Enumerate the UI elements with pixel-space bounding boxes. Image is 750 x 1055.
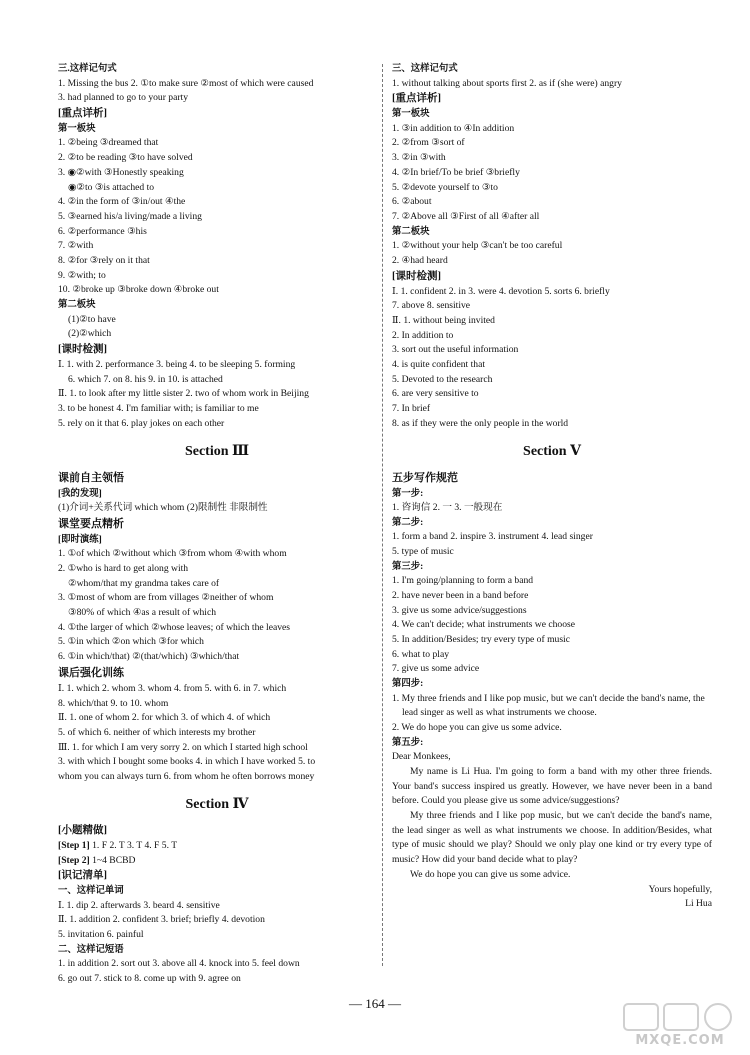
preview-heading: 课前自主领悟 (58, 471, 124, 484)
answer-line: 7. ②with (58, 240, 94, 252)
answer-line: 9. ②with; to (58, 269, 106, 281)
step-one-line (58, 839, 376, 854)
block-two-heading: 第二板块 (392, 226, 430, 237)
answer-line: Ⅲ. 1. for which I am very sorry 2. on which I started high school (58, 741, 308, 753)
answer-line: 7. give us some advice (392, 663, 480, 675)
step-heading: 第四步: (392, 679, 424, 690)
answer-line: whom you can always turn 6. from whom he often borrows money (58, 771, 315, 783)
answer-line: 5. ③earned his/a living/made a living (58, 210, 202, 222)
answer-line: 5. rely on it that 6. play jokes on each other (58, 417, 225, 429)
answer-line: 7. above 8. sensitive (392, 300, 471, 312)
answer-line: 3. had planned to go to your party (58, 92, 189, 104)
answer-line: 6. what to play (392, 648, 450, 660)
practice-label: [即时演练] (58, 534, 102, 545)
answer-line: 6. go out 7. stick to 8. come up with 9. agree on (58, 973, 241, 985)
answer-line: 2. ②to be reading ③to have solved (58, 152, 193, 164)
answer-line: (2)②which (68, 328, 112, 340)
answer-line: 7. ②Above all ③First of all ④after all (392, 210, 540, 222)
words-heading: 一、这样记单词 (58, 886, 124, 897)
answer-line: Ⅱ. 1. to look after my little sister 2. two of whom work in Beijing (58, 388, 309, 400)
step-two-line (58, 854, 376, 869)
step-heading: 第二步: (392, 517, 424, 528)
answer-line: 5. invitation 6. painful (58, 929, 144, 941)
answer-line: 5. ②devote yourself to ③to (392, 181, 498, 193)
answer-line: 5. Devoted to the research (392, 373, 493, 385)
answer-line: 8. ②for ③rely on it that (58, 255, 150, 267)
answer-line: 4. is quite confident that (392, 359, 485, 371)
block-two-heading: 第二板块 (58, 300, 96, 311)
answer-line: 1. form a band 2. inspire 3. instrument 4. lead singer (392, 531, 593, 543)
answer-text: 1~4 BCBD (89, 854, 136, 866)
right-column (392, 62, 712, 912)
lesson-test-heading: [课时检测] (392, 270, 441, 282)
step-heading: 第一步: (392, 488, 424, 499)
answer-line: 3. ①most of whom are from villages ②neither of whom (58, 592, 274, 604)
answer-line: 1. I'm going/planning to form a band (392, 575, 534, 587)
answer-line: 6. ①in which/that) ②(that/which) ③which/that (58, 651, 240, 663)
answer-line: 3. to be honest 4. I'm familiar with; is familiar to me (58, 403, 259, 415)
answer-line: 3. ◉②with ③Honestly speaking (58, 166, 184, 178)
answer-line: 5. ①in which ②on which ③for which (58, 636, 204, 648)
answer-line: 8. which/that 9. to 10. whom (58, 697, 169, 709)
watermark-text: MXQE.COM (635, 1033, 725, 1048)
answer-line: 7. In brief (392, 403, 431, 415)
answer-line: Ⅱ. 1. one of whom 2. for which 3. of which 4. of which (58, 712, 271, 724)
letter-salutation: Dear Monkees, (392, 751, 451, 763)
key-analysis-heading: [重点详析] (58, 107, 107, 119)
lesson-test-heading: [课时检测] (58, 344, 107, 356)
answer-line: 4. ②In brief/To be brief ③briefly (392, 166, 520, 178)
answer-line: Ⅱ. 1. without being invited (392, 314, 495, 326)
my-discovery-label: [我的发现] (58, 488, 102, 499)
answer-line: 4. ②in the form of ③in/out ④the (58, 196, 186, 208)
answer-line: (1)②to have (68, 313, 116, 325)
section-five-title: Section Ⅴ (523, 443, 581, 459)
block-one-heading: 第一板块 (392, 109, 430, 120)
answer-line: 5. type of music (392, 545, 454, 557)
answer-line: 4. ①the larger of which ②whose leaves; of which the leaves (58, 621, 291, 633)
answer-line: 1. Missing the bus 2. ①to make sure ②most of which were caused (58, 77, 314, 89)
answer-line: Ⅱ. 1. addition 2. confident 3. brief; briefly 4. devotion (58, 914, 265, 926)
answer-line: 3. sort out the useful information (392, 344, 519, 356)
letter-paragraph: My name is Li Hua. I'm going to form a band with my other three friends. Your band's success inspired us greatly. However, we have never been in a band before. Could you please give us some advice/suggestions? (392, 765, 712, 807)
answer-line: 2. ④had heard (392, 254, 448, 266)
answer-line: ②whom/that my grandma takes care of (68, 577, 220, 589)
answer-line: Ⅰ. 1. with 2. performance 3. being 4. to be sleeping 5. forming (58, 359, 296, 371)
page-number: — 164 — (349, 996, 401, 1011)
answer-line: 2. have never been in a band before (392, 589, 529, 601)
phrases-heading: 二、这样记短语 (58, 944, 124, 955)
step-heading: 第五步: (392, 737, 424, 748)
answer-line: Ⅰ. 1. which 2. whom 3. whom 4. from 5. with 6. in 7. which (58, 682, 287, 694)
answer-line: 5. of which 6. neither of which interests my brother (58, 727, 256, 738)
letter-closing: Yours hopefully, (648, 883, 712, 895)
answer-line: ③80% of which ④as a result of which (68, 607, 217, 619)
answer-line: 5. In addition/Besides; try every type of music (392, 633, 570, 645)
letter-signature: Li Hua (685, 898, 712, 910)
answer-line: 1. ②without your help ③can't be too careful (392, 240, 563, 252)
answer-line: (1)介词+关系代词 which whom (2)限制性 非限制性 (58, 502, 268, 514)
answer-line: 4. We can't decide; what instruments we choose (392, 619, 576, 631)
answer-line: 1. in addition 2. sort out 3. above all 4. knock into 5. feel down (58, 958, 300, 970)
answer-line: 6. are very sensitive to (392, 388, 479, 400)
answer-line: 1. ③in addition to ④In addition (392, 122, 515, 134)
answer-line: 6. ②about (392, 196, 432, 208)
answer-line: 1. ①of which ②without which ③from whom ④with whom (58, 548, 287, 560)
answer-line: 3. with which I bought some books 4. in which I have worked 5. to (58, 756, 316, 768)
letter-paragraph: We do hope you can give us some advice. (410, 868, 571, 880)
answer-line: 3. ②in ③with (392, 152, 446, 164)
answer-line: 2. In addition to (392, 329, 454, 341)
step-two-label: [Step 2] (58, 854, 90, 866)
watermark-logo (618, 1002, 742, 1050)
key-analysis-heading: [重点详析] (392, 93, 441, 105)
answer-line: 10. ②broke up ③broke down ④broke out (58, 284, 219, 296)
answer-line: 1. 咨询信 2. 一 3. 一般现在 (392, 502, 503, 514)
answer-line: 2. We do hope you can give us some advice. (392, 722, 562, 733)
left-column (58, 62, 376, 987)
answer-line: Ⅰ. 1. dip 2. afterwards 3. beard 4. sensitive (58, 899, 220, 911)
sentence-patterns-heading: 三.这样记句式 (58, 64, 117, 74)
answer-text: 1. F 2. T 3. T 4. F 5. T (89, 839, 178, 851)
classroom-heading: 课堂要点精析 (58, 517, 124, 530)
section-four-title: Section Ⅳ (185, 796, 249, 812)
answer-line: 1. My three friends and I like pop music, but we can't decide the band's name, the lead singer as well as what instruments we choose. (392, 692, 705, 719)
answer-line: 8. as if they were the only people in the world (392, 417, 569, 429)
step-heading: 第三步: (392, 561, 424, 572)
answer-line: 1. ②being ③dreamed that (58, 137, 159, 149)
block-one-heading: 第一板块 (58, 123, 96, 134)
sentence-patterns-heading: 三、这样记句式 (392, 64, 458, 74)
after-class-heading: 课后强化训练 (58, 666, 124, 679)
answer-line: 2. ②from ③sort of (392, 137, 465, 149)
answer-line: ◉②to ③is attached to (68, 181, 155, 193)
quick-practice-heading: [小题精做] (58, 824, 107, 836)
column-divider (382, 64, 383, 966)
answer-line: 6. ②performance ③his (58, 225, 147, 237)
answer-line: 6. which 7. on 8. his 9. in 10. is attached (68, 373, 223, 385)
memo-list-heading: [识记清单] (58, 870, 107, 882)
answer-line: 2. ①who is hard to get along with (58, 562, 189, 574)
writing-steps-heading: 五步写作规范 (392, 471, 458, 484)
letter-paragraph: My three friends and I like pop music, but we can't decide the band's name, the lead singer as well as what instruments we choose. In addition/Besides, what type of music should we play? Should we only play one kind or try every type of music? How did your band decide what to play? (392, 810, 712, 866)
step-one-label: [Step 1] (58, 839, 90, 851)
answer-line: 3. give us some advice/suggestions (392, 604, 527, 616)
section-three-title: Section Ⅲ (184, 443, 250, 459)
answer-line: Ⅰ. 1. confident 2. in 3. were 4. devotion 5. sorts 6. briefly (392, 285, 610, 297)
answer-line: 1. without talking about sports first 2. as if (she were) angry (392, 77, 622, 89)
